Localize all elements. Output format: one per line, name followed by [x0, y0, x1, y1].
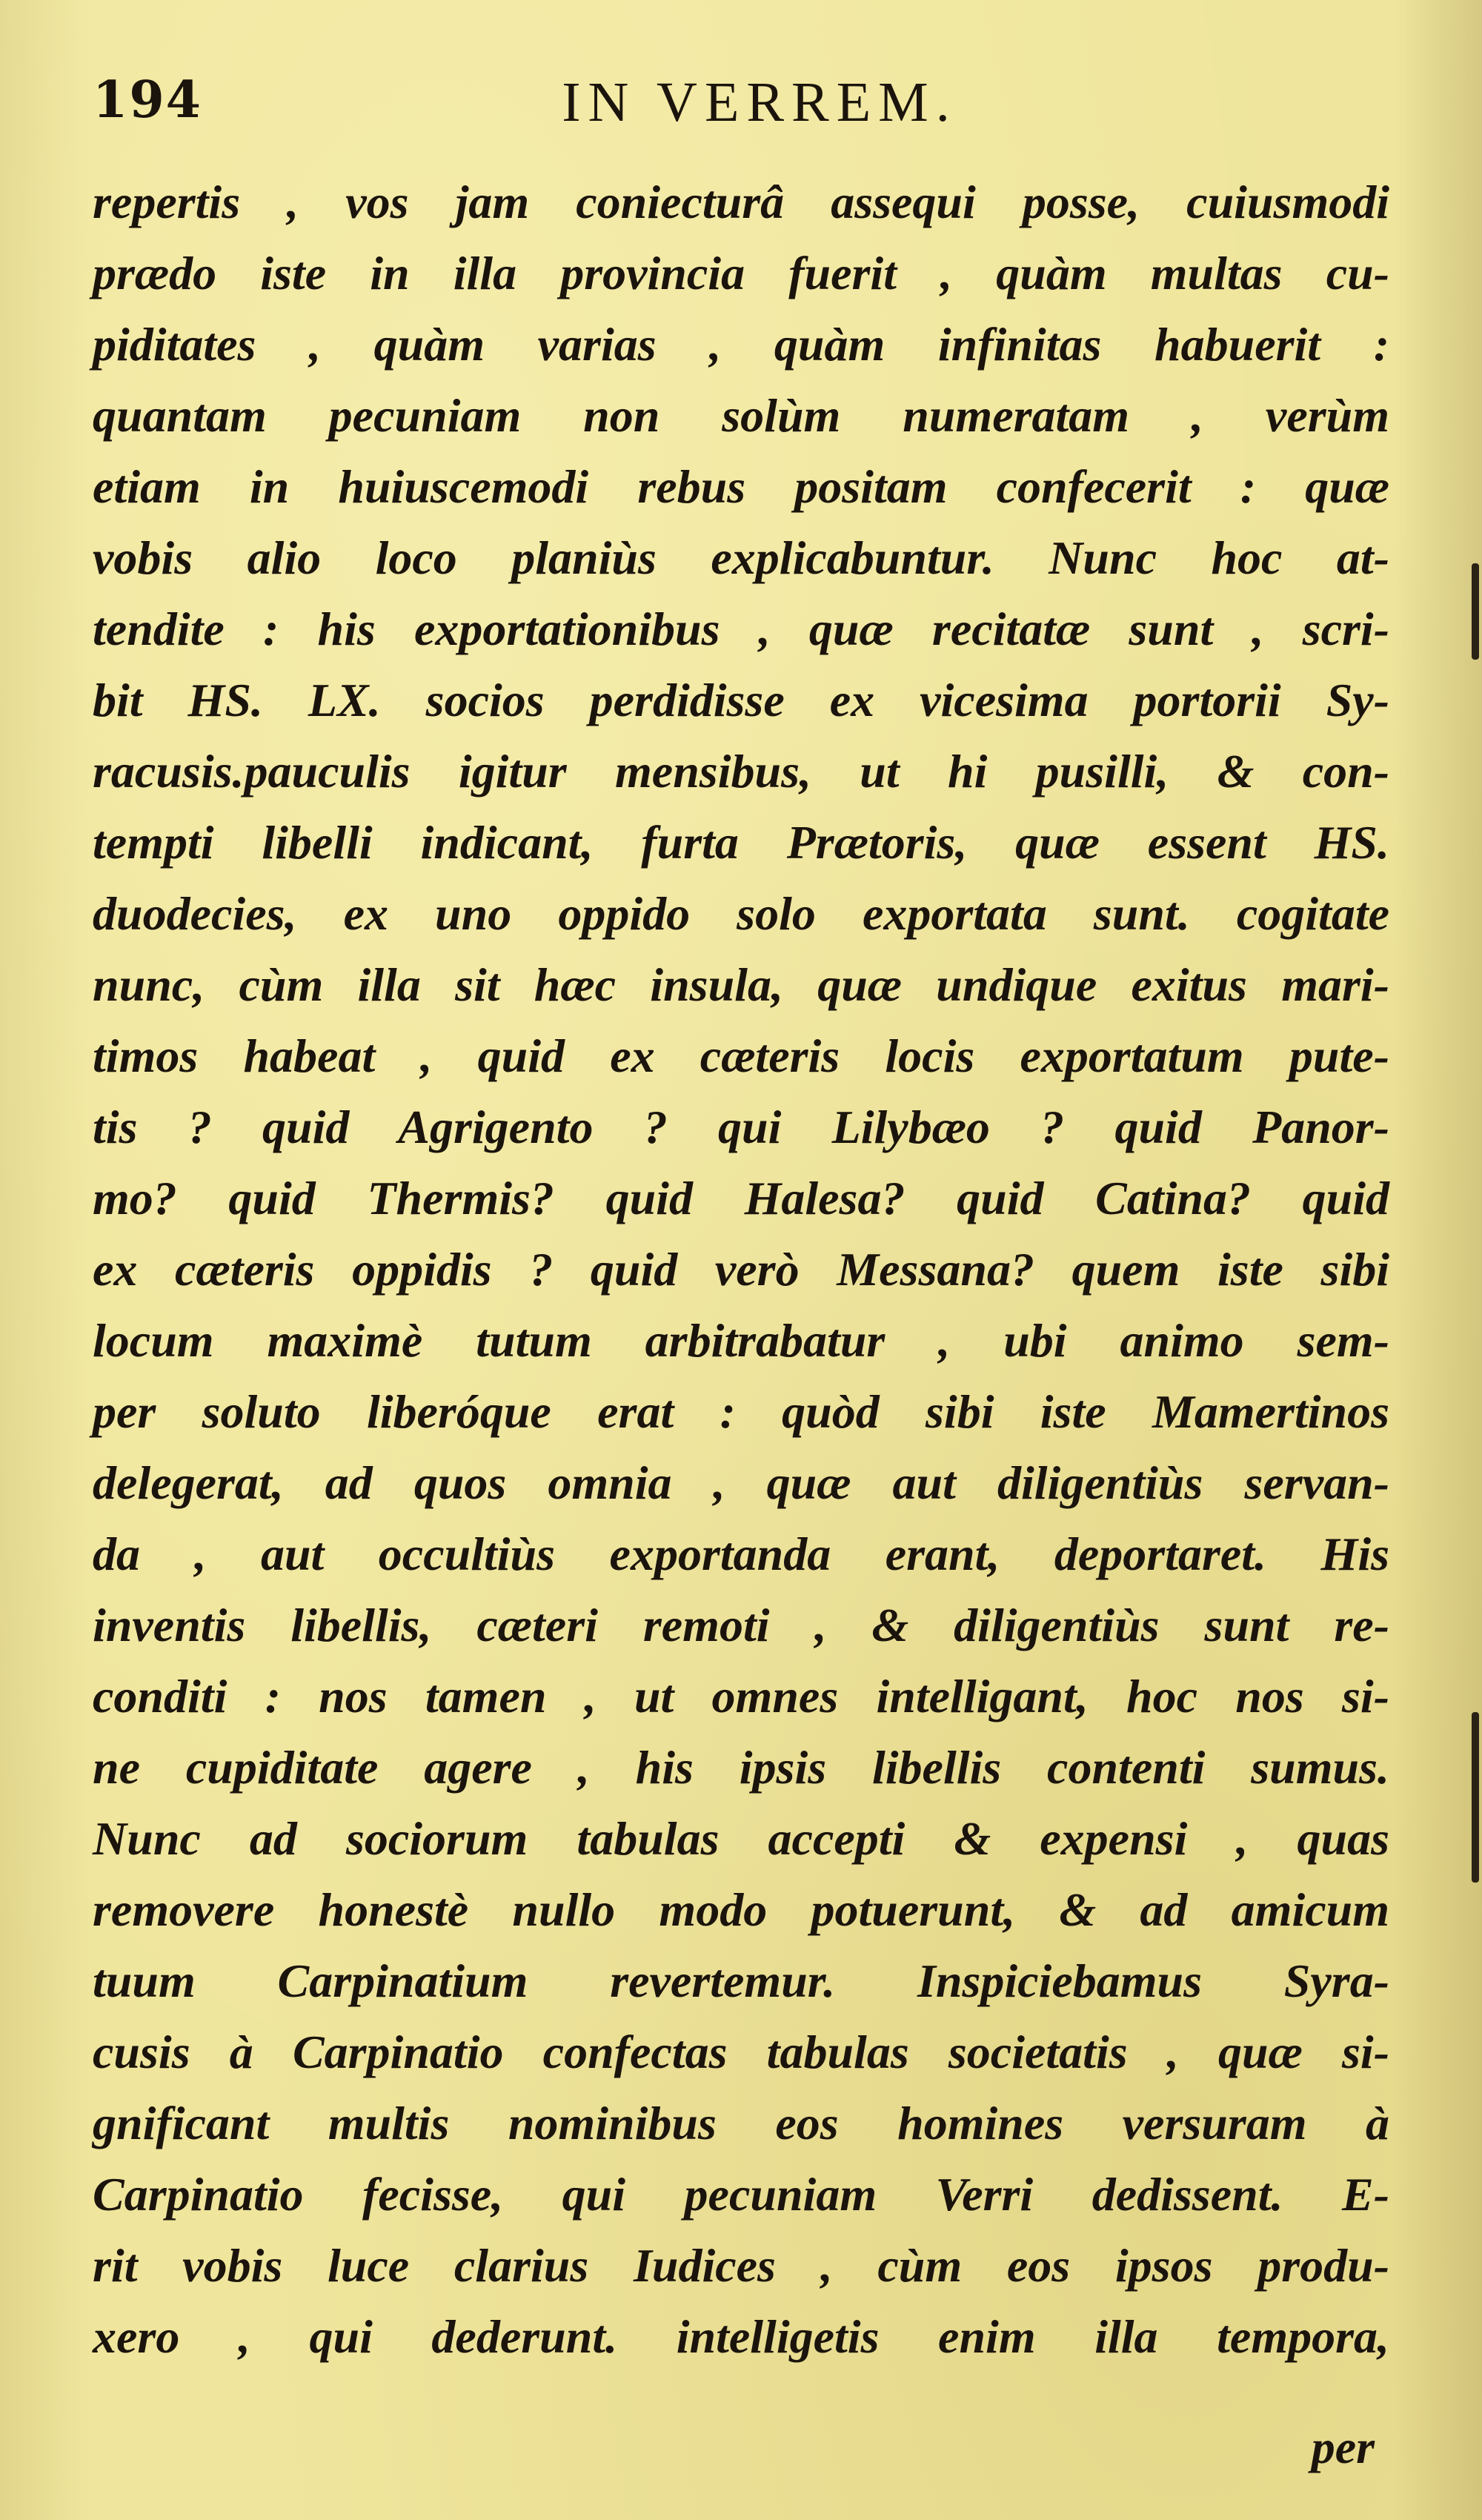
page-header: [93, 70, 1397, 174]
text-line: tendite : his exportationibus , quæ recitatæ sunt , scri-: [93, 603, 1389, 655]
text-line: tis ? quid Agrigento ? qui Lilybæo ? quid Panor-: [93, 1101, 1389, 1153]
text-line: gnificant multis nominibus eos homines versuram à: [93, 2097, 1389, 2149]
text-line: vobis alio loco planiùs explicabuntur. Nunc hoc at-: [93, 531, 1389, 584]
text-line: prædo iste in illa provincia fuerit , quàm multas cu-: [93, 247, 1389, 299]
text-line: rit vobis luce clarius Iudices , cùm eos ipsos produ-: [93, 2239, 1389, 2292]
text-line: conditi : nos tamen , ut omnes intelligant, hoc nos si-: [93, 1670, 1389, 1722]
text-line: quantam pecuniam non solùm numeratam , verùm: [93, 389, 1389, 442]
text-line: mo? quid Thermis? quid Halesa? quid Catina? quid: [93, 1172, 1389, 1224]
text-line: xero , qui dederunt. intelligetis enim illa tempora,: [93, 2310, 1389, 2363]
text-line: inventis libellis, cæteri remoti , & diligentiùs sunt re-: [93, 1599, 1389, 1651]
body-text: [93, 167, 1389, 2373]
text-line: removere honestè nullo modo potuerunt, & ad amicum: [93, 1883, 1389, 1936]
text-line: Carpinatio fecisse, qui pecuniam Verri dedissent. E-: [93, 2168, 1389, 2221]
text-line: per soluto liberóque erat : quòd sibi iste Mamertinos: [93, 1385, 1389, 1438]
text-line: nunc, cùm illa sit hæc insula, quæ undique exitus mari-: [93, 958, 1389, 1011]
page-number: 194: [93, 70, 202, 130]
page-edge-mark: [1472, 563, 1479, 660]
text-line: da , aut occultiùs exportanda erant, deportaret. His: [93, 1528, 1389, 1580]
text-line: tuum Carpinatium revertemur. Inspiciebamus Syra-: [93, 1954, 1389, 2007]
page-edge-mark: [1472, 1712, 1479, 1883]
text-line: locum maximè tutum arbitrabatur , ubi animo sem-: [93, 1314, 1389, 1367]
text-line: Nunc ad sociorum tabulas accepti & expensi , quas: [93, 1812, 1389, 1865]
text-line: ne cupiditate agere , his ipsis libellis contenti sumus.: [93, 1741, 1389, 1794]
catchword: per: [1311, 2421, 1375, 2473]
text-line: ex cæteris oppidis ? quid verò Messana? quem iste sibi: [93, 1243, 1389, 1296]
text-line: duodecies, ex uno oppido solo exportata sunt. cogitate: [93, 887, 1389, 940]
text-line: delegerat, ad quos omnia , quæ aut diligentiùs servan-: [93, 1456, 1389, 1509]
text-line: etiam in huiuscemodi rebus positam confecerit : quæ: [93, 460, 1389, 513]
running-title: IN VERREM.: [562, 71, 957, 133]
text-line: piditates , quàm varias , quàm infinitas habuerit :: [93, 318, 1389, 371]
text-line: cusis à Carpinatio confectas tabulas societatis , quæ si-: [93, 2026, 1389, 2078]
text-line: repertis , vos jam coniecturâ assequi posse, cuiusmodi: [93, 176, 1389, 228]
text-line: tempti libelli indicant, furta Prætoris, quæ essent HS.: [93, 816, 1389, 869]
text-line: timos habeat , quid ex cæteris locis exportatum pute-: [93, 1029, 1389, 1082]
text-line: racusis.pauculis igitur mensibus, ut hi pusilli, & con-: [93, 745, 1389, 798]
text-line: bit HS. LX. socios perdidisse ex vicesima portorii Sy-: [93, 674, 1389, 726]
